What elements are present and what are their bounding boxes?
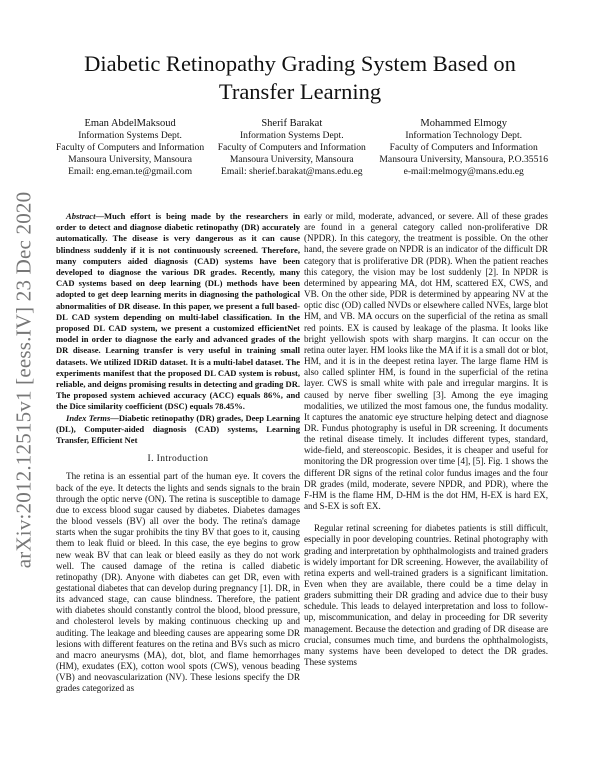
author-block	[56, 117, 548, 178]
abstract	[56, 211, 300, 413]
abstract-label: Abstract	[66, 211, 96, 221]
index-terms-text: —Diabetic retinopathy (DR) grades, Deep Learning (DL), Computer-aided diagnosis (CAD) systems, Learning Transfer, Efficient Net	[56, 412, 301, 446]
author-dept: Information Systems Dept.	[239, 130, 344, 141]
abstract-text: —Much effort is being made by the researchers in order to detect and diagnose diabetic retinopathy (DR) accurately automatically. The disease is very dangerous as it can cause blindness suddenly if it is not continuously screened. Therefore, many computers aided diagnosis (CAD) systems have been developed to diagnose the various DR grades. Recently, many CAD systems based on deep learning (DL) methods have been adopted to get deep learning merits in diagnosing the pathological abnormalities of DR disease. In this paper, we present a full based-DL CAD system depending on multi-label classification. In the proposed DL CAD system, we present a customized efficientNet model in order to diagnose the early and advanced grades of the DR disease. Learning transfer is very useful in training small datasets. We utilized IDRiD dataset. It is a multi-label dataset. The experiments manifest that the proposed DL CAD system is robust, reliable, and deigns promising results in detecting and grading DR. The proposed system achieved accuracy (ACC) equals 86%, and the Dice similarity coefficient (DSC) equals 78.45%.	[56, 211, 300, 412]
author-1	[56, 117, 204, 178]
body-paragraph-2: Regular retinal screening for diabetes patients is still difficult, especially in poor developing countries. Retinal photography with grading and interpretation by ophthalmologists and trained graders is widely important for DR screening. However, the availability of retina experts and well-trained graders is a significant limitation. Even when they are available, there could be a time delay in graders submitting their DR grading and advice due to their busy schedule. This leads to delayed interpretation and loss to follow-up, miscommunication, and delay in proceeding for DR severity management. Because the detection and grading of DR disease are crucial, consumes much time, and burdens the ophthalmologists, many systems have been developed to detect the DR grades. These systems	[304, 523, 548, 668]
index-terms	[56, 413, 300, 447]
author-3	[379, 117, 548, 178]
author-university: Mansoura University, Mansoura	[68, 154, 192, 165]
section-heading: I. Introduction	[147, 454, 209, 465]
arxiv-sidebar	[4, 180, 44, 580]
body-paragraph-1: early or mild, moderate, advanced, or severe. All of these grades are found in a general category called non-proliferative DR (NPDR). In this category, the treatment is possible. On the other hand, the severe grade on NPDR is an indicator of the difficult DR category that is proliferative DR (PDR). When the patient reaches this category, the vision may be lost suddenly [2]. In NPDR is determined by appearing MA, dot HM, scattered EX, CWS, and VB. On the other side, PDR is determined by appearing NV at the optic disc (OD) called NVDs or elsewhere called NVEs, large blot HM, and VB. MA occurs on the superficial of the retina as small red points. EX is caused by leakage of the plasma. It looks like bright yellowish spots with sharp margins. It can occur on the retina outer layer. HM looks like the MA if it is a small dot or blot, HM, and it is in the deepest retina layer. The large flame HM is also called splinter HM, is found in the superficial of the retina layer. CWS is small white with pale and irregular margins. It is caused by nerve fiber swelling [3]. Among the eye imaging modalities, we utilized the most famous one, the fundus modality. It captures the anatomic eye structure helping detect and diagnose DR. Fundus photography is useful in DR screening. It documents the retinal disease timely. It includes different types, standard, wide-field, and stereoscopic. Besides, it is cheaper and useful for monitoring the DR progression over time [4], [5]. Fig. 1 shows the different DR signs of the retinal color fundus images and the four DR grades (mild, moderate, severe NPDR, and PDR), where the F-HM is the flame HM, D-HM is the dot HM, H-EX is hard EX, and S-EX is soft EX.	[304, 211, 548, 512]
author-faculty: Faculty of Computers and Information	[56, 142, 205, 153]
paper-title: Diabetic Retinopathy Grading System Based on Transfer Learning	[84, 51, 516, 104]
author-email: Email: eng.eman.te@gmail.com	[68, 166, 193, 177]
left-column	[56, 211, 300, 695]
author-university: Mansoura University, Mansoura	[229, 154, 354, 165]
author-dept: Information Systems Dept.	[78, 130, 182, 141]
author-name: Sherif Barakat	[261, 118, 323, 129]
author-name: Eman AbdelMaksoud	[84, 118, 176, 129]
author-faculty: Faculty of Computers and Information	[389, 142, 538, 153]
author-2	[218, 117, 366, 178]
index-terms-label: Index Terms	[66, 412, 111, 423]
author-dept: Information Technology Dept.	[405, 130, 523, 141]
arxiv-identifier: arXiv:2012.12515v1 [eess.IV] 23 Dec 2020	[11, 191, 36, 569]
author-university: Mansoura University, Mansoura, P.O.35516	[379, 154, 548, 165]
author-email: Email: sherief.barakat@mans.edu.eg	[221, 166, 363, 177]
author-name: Mohammed Elmogy	[420, 118, 508, 129]
intro-paragraph: The retina is an essential part of the human eye. It covers the back of the eye. It detects the lights and sends signals to the brain through the optic nerve (ON). The retina is susceptible to damage due to excess blood sugar caused by diabetes. Diabetes damages the blood vessels (BV) all over the body. The retina's damage starts when the sugar prohibits the tiny BV that goes to it, causing them to leak fluid or bleed. In this case, the eye begins to grow new weak BV that can leak or bleed easily as they do not work well. The caused damage of the retina is called diabetic retinopathy (DR). Anyone with diabetes can get DR, even with gestational diabetes that can develop during pregnancy [1]. DR, in its advanced stage, can cause blindness. Therefore, the patient with diabetes should constantly control the blood, blood pressure, and cholesterol levels by making continuous checking up and auditing. The leakage and bleeding causes are appearing some DR lesions with different features on the retina and BVs such as micro and macro aneurysms (MA), dot, blot, and flame hemorrhages (HM), exudates (EX), cotton wool spots (CWS), venous beading (VB) and neovascularization (NV). These lesions specify the DR grades categorized as	[56, 471, 300, 694]
right-column	[304, 211, 548, 668]
author-faculty: Faculty of Computers and Information	[217, 142, 366, 153]
author-email: e-mail:melmogy@mans.edu.eg	[403, 166, 524, 177]
